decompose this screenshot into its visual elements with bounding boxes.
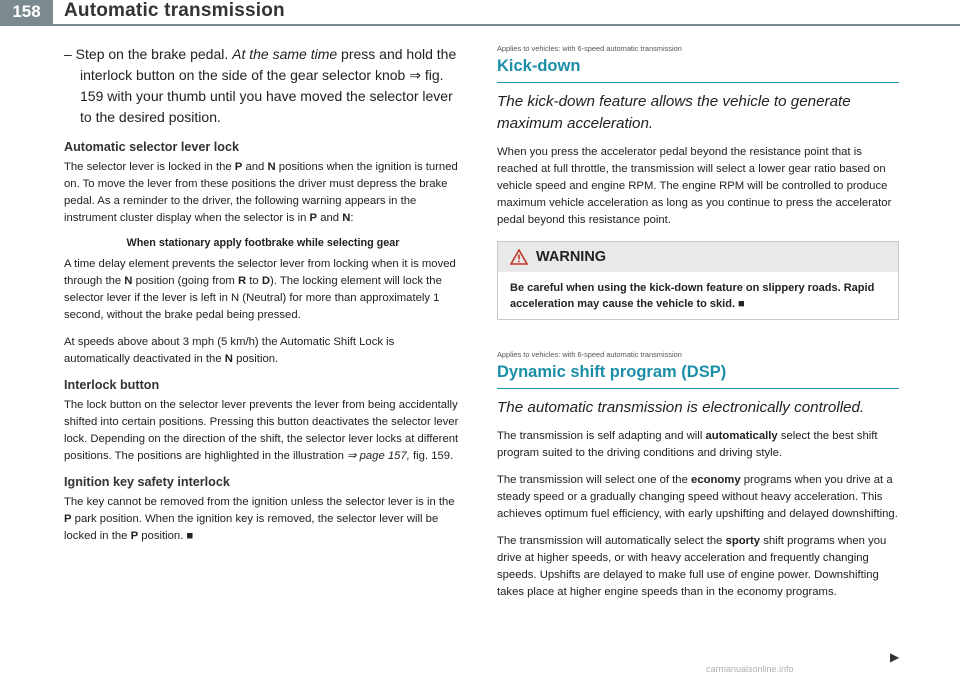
- warning-box: [497, 241, 899, 320]
- heading-auto-lock: Automatic selector lever lock: [64, 140, 239, 154]
- page-number: 158: [0, 0, 53, 24]
- page-reference-link[interactable]: ⇒ page 157,: [347, 450, 410, 462]
- heading-dsp: Dynamic shift program (DSP): [497, 363, 899, 389]
- warning-title: WARNING: [536, 249, 607, 265]
- left-column: [64, 44, 462, 555]
- paragraph-auto-lock: The selector lever is locked in the P and N positions when the ignition is turned on. To move the lever from these positions the driver must depress the brake pedal. As a reminder to the driver, the following warning appears in the instrument cluster display when the selector is in P and N:: [64, 161, 458, 224]
- paragraph-ignition: The key cannot be removed from the ignition unless the selector lever is in the P park position. When the ignition key is removed, the selector lever will be locked in the P position. ■: [64, 496, 455, 542]
- warning-header: [498, 242, 898, 272]
- continue-arrow-icon: ▶: [890, 650, 900, 664]
- kickdown-paragraph: When you press the accelerator pedal beyond the resistance point that is reached at full throttle, the transmission will select a lower gear ratio based on vehicle speed and engine RPM. The engine RPM will be controlled to produce maximum vehicle acceleration as long as you continue to press the accelerator pedal beyond this resistance point.: [497, 146, 892, 226]
- applies-note-dsp: Applies to vehicles: with 6-speed automatic transmission: [497, 350, 682, 359]
- paragraph-time-delay: A time delay element prevents the selector lever from locking when it is moved through the N position (going from R to D). The locking element will lock the selector lever if the lever is left in N (Neutral) for more than approximately 1 second, without the brake pedal being pressed.: [64, 258, 456, 321]
- right-column: [497, 44, 899, 611]
- header-rule: [0, 24, 960, 26]
- dsp-paragraph-1: The transmission is self adapting and will automatically select the best shift program suited to the driving conditions and driving style.: [497, 430, 878, 459]
- warning-triangle-icon: [510, 249, 528, 265]
- dsp-paragraph-2: The transmission will select one of the economy programs when you drive at a steady speed or a gradually changing speed without heavy acceleration. This achieves optimum fuel efficiency, with early upshifting and delayed downshifting.: [497, 474, 898, 520]
- display-message: When stationary apply footbrake while selecting gear: [126, 237, 400, 249]
- page-title: Automatic transmission: [64, 0, 285, 21]
- watermark: carmanualsonline.info: [706, 664, 794, 674]
- step-instruction: – Step on the brake pedal. At the same time press and hold the interlock button on the side of the gear selector knob ⇒ fig. 159 with your thumb until you have moved the selector lever to the desired position.: [64, 46, 457, 125]
- paragraph-interlock: The lock button on the selector lever prevents the lever from being accidentally shifted into certain positions. Pressing this button deactivates the selector lever lock. Depending on the direction of the shift, the selector lever locks at different positions. The positions are highlighted in the illustration ⇒ page 157, fig. 159.: [64, 399, 459, 462]
- applies-note-kickdown: Applies to vehicles: with 6-speed automatic transmission: [497, 44, 682, 53]
- dsp-lead: The automatic transmission is electronically controlled.: [497, 399, 865, 416]
- warning-text: Be careful when using the kick-down feature on slippery roads. Rapid acceleration may cause the vehicle to skid. ■: [510, 282, 875, 310]
- heading-interlock: Interlock button: [64, 378, 160, 392]
- paragraph-speed: At speeds above about 3 mph (5 km/h) the Automatic Shift Lock is automatically deactivated in the N position.: [64, 336, 395, 365]
- kickdown-lead: The kick-down feature allows the vehicle to generate maximum acceleration.: [497, 93, 851, 132]
- dsp-paragraph-3: The transmission will automatically select the sporty shift programs when you drive at higher speeds, or with heavy acceleration and frequently changing speeds. Upshifts are delayed to make full use of engine power. Downshifting takes place at higher engine speeds than in the economy programs.: [497, 535, 887, 598]
- heading-kickdown: Kick-down: [497, 57, 899, 83]
- heading-ignition: Ignition key safety interlock: [64, 475, 230, 489]
